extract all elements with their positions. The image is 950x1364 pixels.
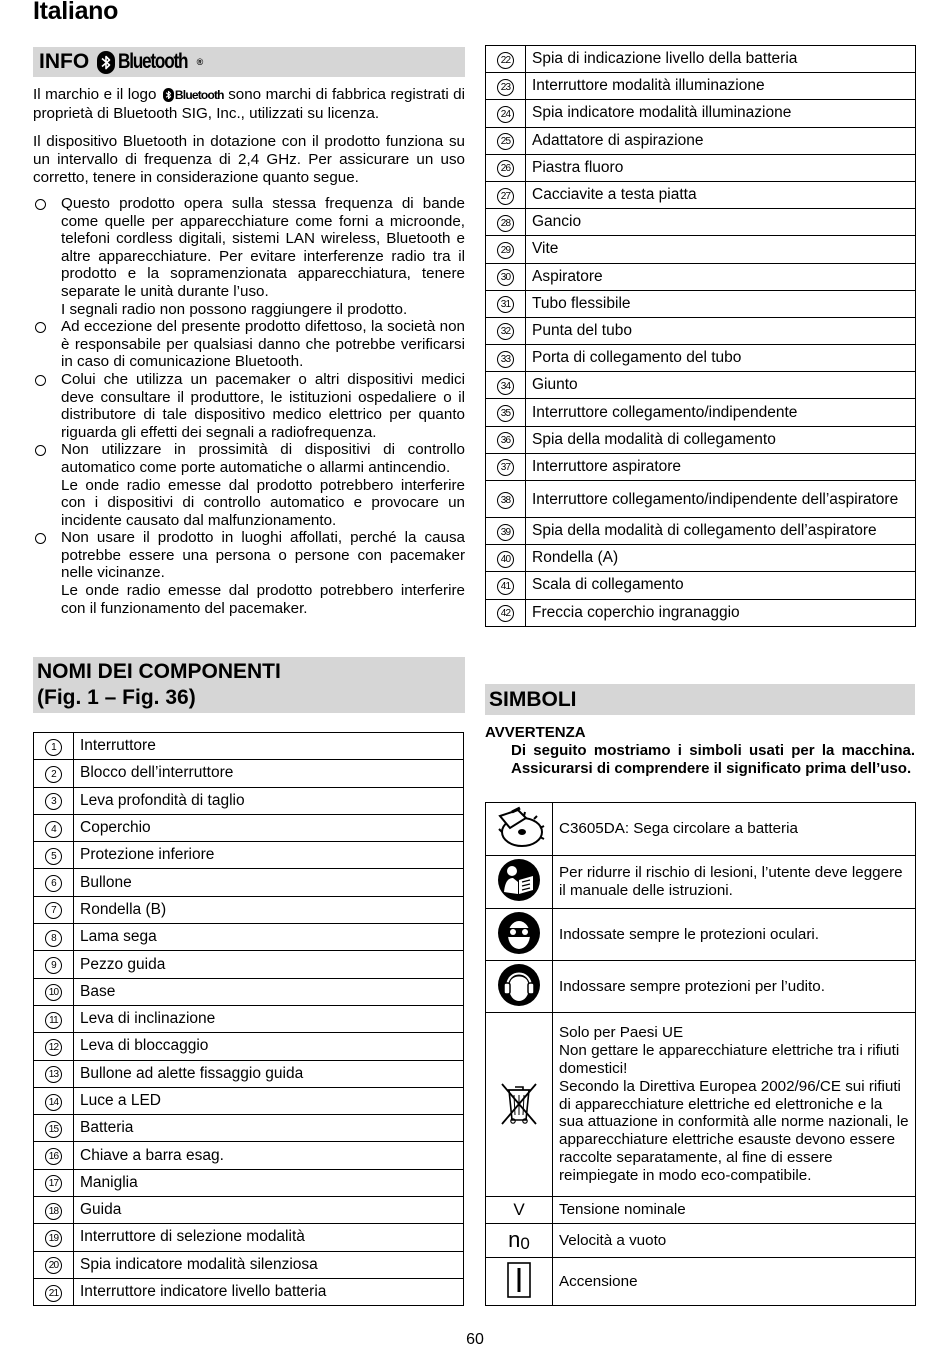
info-bullet-list <box>33 195 465 617</box>
component-row <box>486 481 916 518</box>
component-number: 25 <box>497 133 514 150</box>
component-row <box>486 100 916 127</box>
component-row <box>486 46 916 73</box>
symbol-row <box>486 1258 916 1306</box>
component-row <box>34 1033 464 1060</box>
component-number-cell <box>34 842 74 869</box>
component-label: Scala di collegamento <box>526 572 916 599</box>
component-row <box>34 924 464 951</box>
component-row <box>486 545 916 572</box>
component-number-cell <box>34 1005 74 1032</box>
component-label: Coperchio <box>74 814 464 841</box>
component-number-cell <box>34 978 74 1005</box>
info-heading: INFO Bluetooth ® <box>33 47 465 77</box>
component-row <box>34 760 464 787</box>
component-number-cell <box>486 345 526 372</box>
component-label: Chiave a barra esag. <box>74 1142 464 1169</box>
component-label: Lama sega <box>74 924 464 951</box>
component-number-cell <box>486 236 526 263</box>
symbol-row <box>486 856 916 909</box>
component-number: 33 <box>497 351 514 368</box>
component-number: 24 <box>497 106 514 123</box>
component-number: 3 <box>45 793 62 810</box>
component-row <box>34 1087 464 1114</box>
symbols-heading: SIMBOLI <box>485 684 915 715</box>
component-row <box>34 869 464 896</box>
component-number: 19 <box>45 1230 62 1247</box>
info-heading-text: INFO <box>39 50 90 73</box>
component-number-cell <box>486 399 526 426</box>
component-number-cell <box>34 869 74 896</box>
components-table-right <box>485 45 916 627</box>
bullet-circle-icon <box>35 445 46 456</box>
component-row <box>486 154 916 181</box>
component-number-cell <box>486 426 526 453</box>
component-row <box>34 842 464 869</box>
component-label: Interruttore indicatore livello batteria <box>74 1278 464 1305</box>
bluetooth-small-logo-icon <box>163 88 174 102</box>
bullet-circle-icon <box>35 322 46 333</box>
info-bullet-item <box>33 195 465 318</box>
component-label: Adattatore di aspirazione <box>526 127 916 154</box>
bullet-text: Ad eccezione del presente prodotto difettoso, la società non è responsabile per qualsiasi danno che potrebbe verificarsi in caso di comunicazione Bluetooth. <box>61 318 465 371</box>
power-on-icon <box>486 1258 553 1306</box>
component-row <box>486 426 916 453</box>
info-bullet-item <box>33 529 465 617</box>
bullet-circle-icon <box>35 533 46 544</box>
component-number-cell <box>486 263 526 290</box>
component-number: 8 <box>45 930 62 947</box>
component-label: Pezzo guida <box>74 951 464 978</box>
symbol-row <box>486 909 916 961</box>
component-number: 18 <box>45 1203 62 1220</box>
component-number: 28 <box>497 215 514 232</box>
component-label: Bullone <box>74 869 464 896</box>
component-number: 27 <box>497 188 514 205</box>
component-number: 35 <box>497 405 514 422</box>
component-label: Rondella (B) <box>74 896 464 923</box>
warning-title: AVVERTENZA <box>485 724 586 741</box>
component-label: Interruttore modalità illuminazione <box>526 73 916 100</box>
component-label: Interruttore <box>74 733 464 760</box>
component-number-cell <box>486 572 526 599</box>
component-label: Piastra fluoro <box>526 154 916 181</box>
component-number: 17 <box>45 1175 62 1192</box>
component-number-cell <box>34 760 74 787</box>
bluetooth-small-wordmark: Bluetooth <box>174 88 224 102</box>
component-number: 41 <box>497 578 514 595</box>
component-row <box>34 978 464 1005</box>
info-bullet-item <box>33 318 465 371</box>
symbol-row <box>486 961 916 1013</box>
component-number-cell <box>486 481 526 518</box>
component-row <box>486 345 916 372</box>
component-label: Spia della modalità di collegamento dell’aspiratore <box>526 518 916 545</box>
component-row <box>486 127 916 154</box>
component-label: Gancio <box>526 209 916 236</box>
component-number-cell <box>34 1169 74 1196</box>
component-number: 29 <box>497 242 514 259</box>
component-number-cell <box>486 545 526 572</box>
component-label: Rondella (A) <box>526 545 916 572</box>
component-label: Punta del tubo <box>526 317 916 344</box>
bluetooth-logo-icon <box>97 51 115 74</box>
symbol-row <box>486 803 916 856</box>
component-number: 2 <box>45 766 62 783</box>
component-label: Spia indicatore modalità illuminazione <box>526 100 916 127</box>
component-number-cell <box>486 127 526 154</box>
bullet-text: Le onde radio emesse dal prodotto potrebbero interferire con il funzionamento del pacemaker. <box>61 582 465 617</box>
component-number-cell <box>486 46 526 73</box>
symbol-text: Per ridurre il rischio di lesioni, l’utente deve leggere il manuale delle istruzioni. <box>553 856 916 909</box>
symbols-table <box>485 802 916 1306</box>
component-number-cell <box>34 1087 74 1114</box>
component-number: 14 <box>45 1094 62 1111</box>
symbol-row <box>486 1013 916 1197</box>
component-number: 6 <box>45 875 62 892</box>
component-label: Porta di collegamento del tubo <box>526 345 916 372</box>
component-number: 7 <box>45 902 62 919</box>
component-label: Protezione inferiore <box>74 842 464 869</box>
component-row <box>486 599 916 626</box>
component-number-cell <box>486 372 526 399</box>
component-number-cell <box>34 951 74 978</box>
component-label: Leva di inclinazione <box>74 1005 464 1032</box>
bluetooth-wordmark: Bluetooth <box>118 50 188 73</box>
info-paragraph-1: Il marchio e il logo Bluetooth sono marchi di fabbrica registrati di proprietà di Bluetooth SIG, Inc., utilizzati su licenza. <box>33 86 465 122</box>
component-row <box>486 236 916 263</box>
info-bullet-item <box>33 441 465 529</box>
component-label: Batteria <box>74 1115 464 1142</box>
component-label: Bullone ad alette fissaggio guida <box>74 1060 464 1087</box>
component-label: Maniglia <box>74 1169 464 1196</box>
symbol-text: Tensione nominale <box>553 1197 916 1224</box>
component-number: 16 <box>45 1148 62 1165</box>
bullet-text: Le onde radio emesse dal prodotto potrebbero interferire con i dispositivi di controllo automatico e provocare un incidente causato dal malfunzionamento. <box>61 476 465 529</box>
bullet-circle-icon <box>35 199 46 210</box>
component-number-cell <box>486 453 526 480</box>
component-number: 39 <box>497 524 514 541</box>
component-number-cell <box>34 1142 74 1169</box>
component-number: 11 <box>45 1012 62 1029</box>
weee-text: Solo per Paesi UE Non gettare le apparecchiature elettriche tra i rifiuti domestici! Secondo la Direttiva Europea 2002/96/CE sui rifiuti di apparecchiature elettriche ed elettroniche e la sua attuazione in conformità alle norme nazionali, le apparecchiature elettriche esauste devono essere raccolte separatamente, al fine di essere reimpiegate in modo eco-compatibile. <box>553 1013 916 1197</box>
bullet-text: Non usare il prodotto in luoghi affollati, perché la causa potrebbe essere una persona o persone con pacemaker nelle vicinanze. <box>61 529 465 582</box>
components-heading: NOMI DEI COMPONENTI (Fig. 1 – Fig. 36) <box>33 657 465 713</box>
component-row <box>34 787 464 814</box>
component-label: Interruttore aspiratore <box>526 453 916 480</box>
component-row <box>34 896 464 923</box>
bullet-text: I segnali radio non possono raggiungere il prodotto. <box>61 300 408 318</box>
component-number-cell <box>34 896 74 923</box>
component-number: 32 <box>497 323 514 340</box>
component-row <box>486 372 916 399</box>
component-label: Interruttore collegamento/indipendente <box>526 399 916 426</box>
component-label: Guida <box>74 1197 464 1224</box>
component-number: 38 <box>497 492 514 509</box>
component-number: 20 <box>45 1257 62 1274</box>
component-number: 30 <box>497 269 514 286</box>
component-row <box>34 814 464 841</box>
info-paragraph-2: Il dispositivo Bluetooth in dotazione con il prodotto funziona su un intervallo di frequenza di 2,4 GHz. Per assicurare un uso corretto, tenere in considerazione quanto segue. <box>33 133 465 186</box>
bullet-circle-icon <box>35 375 46 386</box>
warning-block <box>485 724 915 778</box>
component-label: Interruttore di selezione modalità <box>74 1224 464 1251</box>
component-number: 15 <box>45 1121 62 1138</box>
component-number-cell <box>486 599 526 626</box>
component-row <box>486 518 916 545</box>
component-number: 36 <box>497 432 514 449</box>
eye-protection-icon <box>486 909 553 961</box>
symbol-text: Accensione <box>553 1258 916 1306</box>
component-label: Giunto <box>526 372 916 399</box>
circular-saw-icon <box>486 803 553 856</box>
component-label: Leva di bloccaggio <box>74 1033 464 1060</box>
component-number: 5 <box>45 848 62 865</box>
component-number: 13 <box>45 1066 62 1083</box>
component-row <box>34 1224 464 1251</box>
component-row <box>486 73 916 100</box>
component-row <box>34 1142 464 1169</box>
ear-protection-icon <box>486 961 553 1013</box>
component-row <box>486 317 916 344</box>
info-bullet-item <box>33 371 465 441</box>
component-number-cell <box>34 1033 74 1060</box>
component-number-cell <box>486 100 526 127</box>
bullet-text: Colui che utilizza un pacemaker o altri dispositivi medici deve consultare il produttore, le istituzioni ospedaliere o il distributore di tale dispositivo medico elettrico per quanto riguarda gli effetti dei segnali a radiofrequenza. <box>61 370 465 441</box>
component-number: 42 <box>497 605 514 622</box>
component-number: 34 <box>497 378 514 395</box>
component-number: 37 <box>497 459 514 476</box>
component-number-cell <box>34 1060 74 1087</box>
component-row <box>34 1005 464 1032</box>
component-label: Cacciavite a testa piatta <box>526 181 916 208</box>
symbol-row <box>486 1197 916 1224</box>
component-number-cell <box>34 1197 74 1224</box>
component-row <box>34 1060 464 1087</box>
component-number: 22 <box>497 52 514 69</box>
component-number-cell <box>34 1278 74 1305</box>
component-row <box>486 399 916 426</box>
n0-symbol: $n_0$ <box>486 1224 553 1258</box>
component-number: 9 <box>45 957 62 974</box>
component-row <box>34 733 464 760</box>
bullet-text: Questo prodotto opera sulla stessa frequenza di bande come quelle per apparecchiature come forni a microonde, telefoni cordless digitali, sistemi LAN wireless, Bluetooth e altre apparecchiature. Per evitare interferenze radio tra il prodotto e la sopramenzionata apparecchiatura, tenere separate le unità durante l’uso. <box>61 195 465 300</box>
component-number-cell <box>486 317 526 344</box>
component-label: Freccia coperchio ingranaggio <box>526 599 916 626</box>
component-number: 1 <box>45 739 62 756</box>
component-number: 12 <box>45 1039 62 1056</box>
language-title: Italiano <box>33 0 119 25</box>
component-number-cell <box>34 1115 74 1142</box>
component-number: 10 <box>45 984 62 1001</box>
component-label: Interruttore collegamento/indipendente dell’aspiratore <box>526 481 916 518</box>
symbol-text: Indossate sempre le protezioni oculari. <box>553 909 916 961</box>
component-number-cell <box>486 518 526 545</box>
component-number-cell <box>34 787 74 814</box>
component-row <box>486 181 916 208</box>
component-row <box>34 1278 464 1305</box>
component-label: Spia di indicazione livello della batteria <box>526 46 916 73</box>
component-row <box>486 263 916 290</box>
component-number: 21 <box>45 1285 62 1302</box>
component-label: Luce a LED <box>74 1087 464 1114</box>
component-label: Vite <box>526 236 916 263</box>
symbol-text: Velocità a vuoto <box>553 1224 916 1258</box>
component-row <box>34 951 464 978</box>
component-number-cell <box>486 290 526 317</box>
component-label: Spia indicatore modalità silenziosa <box>74 1251 464 1278</box>
read-manual-icon <box>486 856 553 909</box>
v-symbol: V <box>486 1197 553 1224</box>
component-row <box>34 1251 464 1278</box>
component-row <box>34 1169 464 1196</box>
component-number: 31 <box>497 296 514 313</box>
component-number-cell <box>34 924 74 951</box>
component-number-cell <box>34 1251 74 1278</box>
component-number: 26 <box>497 160 514 177</box>
component-number-cell <box>34 1224 74 1251</box>
symbol-row <box>486 1224 916 1258</box>
bullet-text: Non utilizzare in prossimità di dispositivi di controllo automatico come porte automatiche o allarmi antincendio. <box>61 441 465 476</box>
components-table-left <box>33 732 464 1306</box>
warning-body: Di seguito mostriamo i simboli usati per la macchina. Assicurarsi di comprendere il significato prima dell’uso. <box>511 742 915 777</box>
component-number-cell <box>34 814 74 841</box>
component-label: Leva profondità di taglio <box>74 787 464 814</box>
weee-bin-icon <box>486 1013 553 1197</box>
component-label: Blocco dell’interruttore <box>74 760 464 787</box>
component-number: 40 <box>497 551 514 568</box>
component-label: Aspiratore <box>526 263 916 290</box>
component-row <box>486 209 916 236</box>
component-number-cell <box>486 209 526 236</box>
component-row <box>486 290 916 317</box>
component-row <box>34 1115 464 1142</box>
component-row <box>34 1197 464 1224</box>
component-number-cell <box>486 154 526 181</box>
symbol-text: C3605DA: Sega circolare a batteria <box>553 803 916 856</box>
component-number-cell <box>486 73 526 100</box>
component-row <box>486 572 916 599</box>
component-row <box>486 453 916 480</box>
component-label: Base <box>74 978 464 1005</box>
page-number: 60 <box>466 1331 484 1348</box>
component-number-cell <box>34 733 74 760</box>
component-number: 23 <box>497 79 514 96</box>
component-label: Tubo flessibile <box>526 290 916 317</box>
component-label: Spia della modalità di collegamento <box>526 426 916 453</box>
component-number-cell <box>486 181 526 208</box>
component-number: 4 <box>45 821 62 838</box>
symbol-text: Indossare sempre protezioni per l’udito. <box>553 961 916 1013</box>
